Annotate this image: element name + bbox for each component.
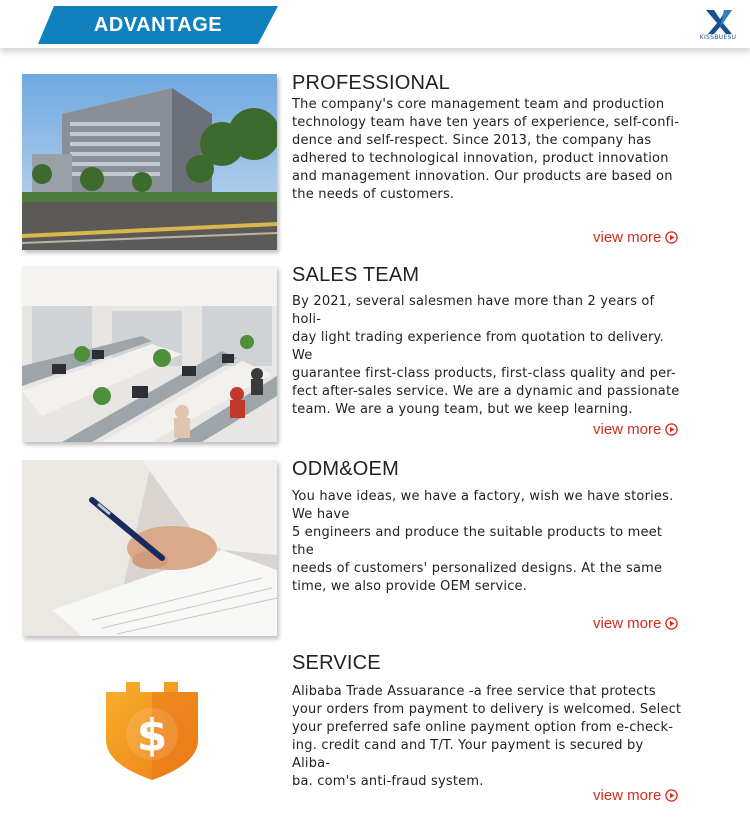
trade-assurance-badge [100,678,204,782]
section-description: By 2021, several salesmen have more than 2 years of holi- day light trading experience from quotation to delivery. We guarantee first-class products, first-class quality and per- fect after-sales service. We are a dynamic and passionate team. We are a young team, but we keep learning. [292,294,680,417]
page-title: ADVANTAGE [93,14,223,36]
view-more-link[interactable] [593,229,678,246]
view-more-link[interactable] [593,615,678,632]
play-circle-icon [665,789,678,802]
section-title: SALES TEAM [292,264,420,286]
factory-building-photo [22,74,277,250]
view-more-label: view more [593,421,662,438]
page-header [0,0,750,48]
play-circle-icon [665,231,678,244]
dollar-shield-icon [100,678,204,782]
view-more-label: view more [593,787,662,804]
play-circle-icon [665,423,678,436]
section-title: PROFESSIONAL [292,72,450,94]
brand-logo[interactable] [690,8,746,44]
view-more-link[interactable] [593,787,678,804]
section-title: ODM&OEM [292,458,399,480]
brand-logo-icon [690,8,746,36]
brand-logo-text: KISSBUESU [699,34,737,41]
view-more-label: view more [593,229,662,246]
view-more-link[interactable] [593,421,678,438]
section-title: SERVICE [292,652,381,674]
sales-office-photo [22,266,277,442]
section-description: Alibaba Trade Assuarance -a free service that protects your orders from payment to delivery is welcomed. Select your preferred safe online payment option from e-check- ing. credit cand and T/T. Your payment is secured by Aliba- ba. com's anti-fraud system. [292,684,682,789]
svg-text:$: $ [136,710,168,761]
view-more-label: view more [593,615,662,632]
play-circle-icon [665,617,678,630]
section-description: The company's core management team and production technology team have ten years of experience, self-confi- dence and self-respect. Since 2013, the company has adhered to technological innovation, product innovation and management innovation. Our products are based on the needs of customers. [292,97,680,202]
section-description: You have ideas, we have a factory, wish we have stories. We have 5 engineers and produce the suitable products to meet the needs of customers' personalized designs. At the same time, we also provide OEM service. [292,489,674,594]
writing-hand-photo [22,460,277,636]
